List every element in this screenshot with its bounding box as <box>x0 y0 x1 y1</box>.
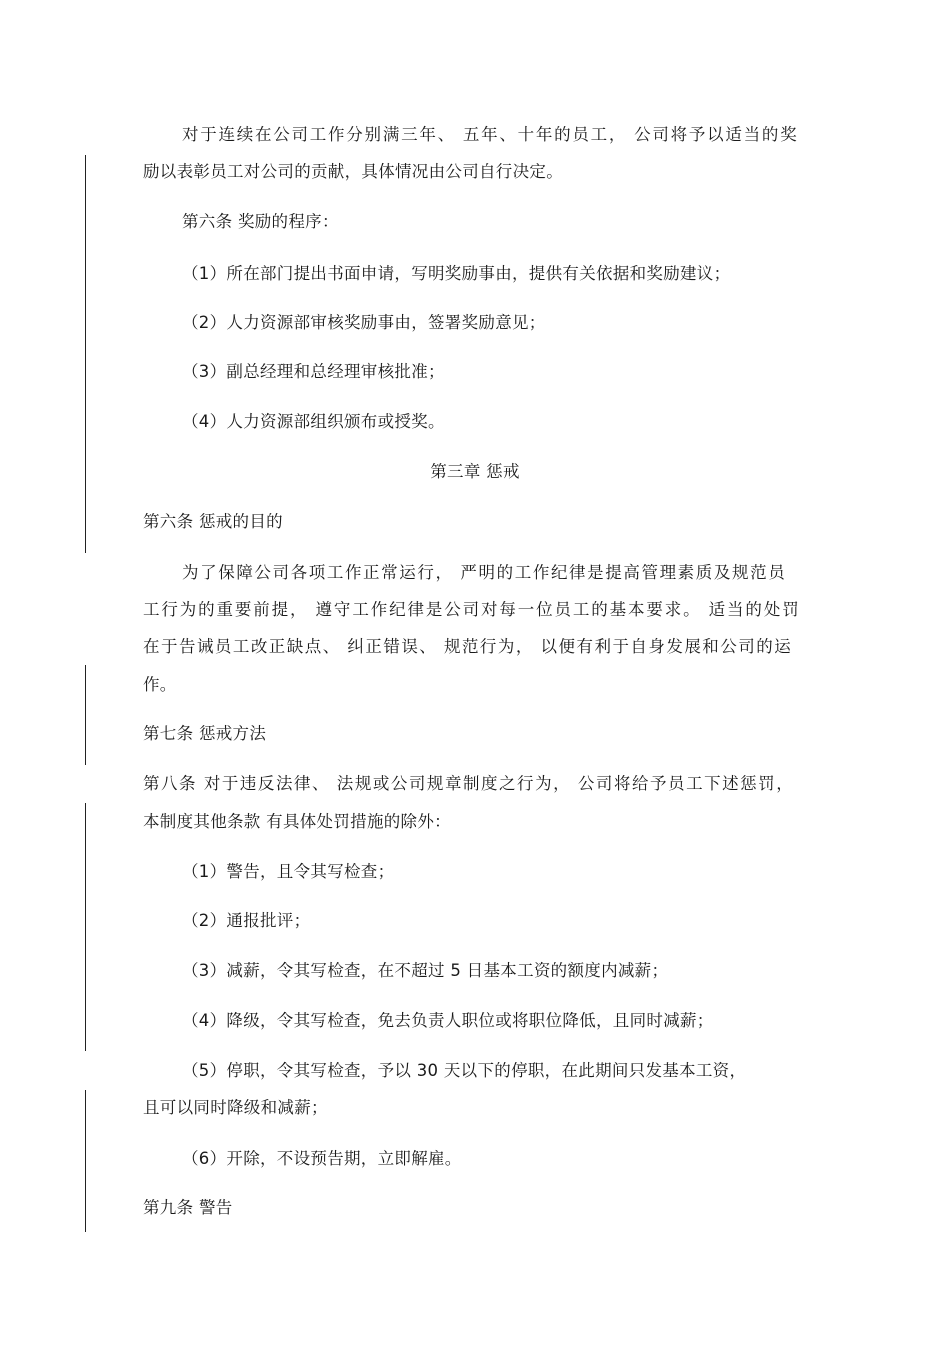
paragraph-line: 励以表彰员工对公司的贡献，具体情况由公司自行决定。 <box>143 162 563 181</box>
margin-change-bar <box>85 1090 86 1232</box>
list-item: （3）副总经理和总经理审核批准； <box>182 362 445 381</box>
list-item: 且可以同时降级和减薪； <box>143 1098 328 1117</box>
paragraph-line: 作。 <box>143 675 177 694</box>
list-item: （4）人力资源部组织颁布或授奖。 <box>182 412 445 431</box>
margin-change-bar <box>85 803 86 1051</box>
list-item: （1）警告，且令其写检查； <box>182 862 395 881</box>
article-heading: 第六条 奖励的程序： <box>182 212 339 231</box>
paragraph-line: 对于连续在公司工作分别满三年、 五年、十年的员工， 公司将予以适当的奖 <box>182 125 797 144</box>
list-item: （2）通报批评； <box>182 911 311 930</box>
list-item: （5）停职，令其写检查，予以 30 天以下的停职，在此期间只发基本工资， <box>182 1061 747 1080</box>
list-item: （1）所在部门提出书面申请，写明奖励事由，提供有关依据和奖励建议； <box>182 264 731 283</box>
list-item: （3）减薪，令其写检查，在不超过 5 日基本工资的额度内减薪； <box>182 961 669 980</box>
list-item: （2）人力资源部审核奖励事由，签署奖励意见； <box>182 313 546 332</box>
list-item: （6）开除，不设预告期，立即解雇。 <box>182 1149 462 1168</box>
article-heading: 第九条 警告 <box>143 1198 233 1217</box>
paragraph-line: 为了保障公司各项工作正常运行， 严明的工作纪律是提高管理素质及规范员 <box>182 563 785 582</box>
paragraph-line: 在于告诫员工改正缺点、 纠正错误、 规范行为， 以便有利于自身发展和公司的运 <box>143 637 791 656</box>
margin-change-bar <box>85 665 86 765</box>
paragraph-line: 第八条 对于违反法律、 法规或公司规章制度之行为， 公司将给予员工下述惩罚， <box>143 774 793 793</box>
article-heading: 第七条 惩戒方法 <box>143 724 267 743</box>
list-item: （4）降级，令其写检查，免去负责人职位或将职位降低，且同时减薪； <box>182 1011 714 1030</box>
paragraph-line: 本制度其他条款 有具体处罚措施的除外： <box>143 812 451 831</box>
chapter-heading: 第三章 惩戒 <box>430 462 520 481</box>
margin-change-bar <box>85 155 86 553</box>
paragraph-line: 工行为的重要前提， 遵守工作纪律是公司对每一位员工的基本要求。 适当的处罚 <box>143 600 799 619</box>
article-heading: 第六条 惩戒的目的 <box>143 512 283 531</box>
